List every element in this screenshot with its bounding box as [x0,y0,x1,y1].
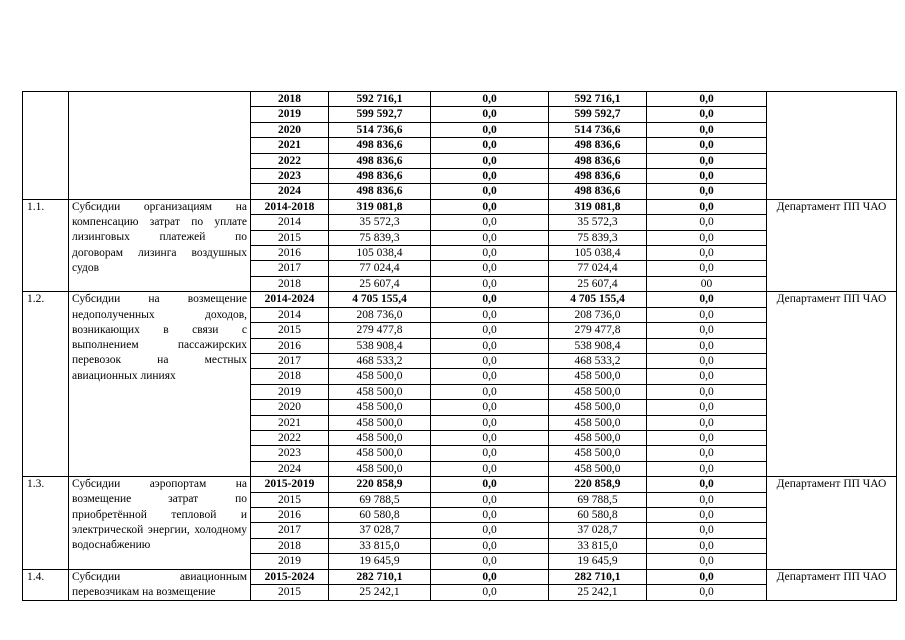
value-cell: 4 705 155,4 [549,292,647,307]
year-cell: 2021 [251,415,329,430]
year-cell: 2018 [251,92,329,107]
year-cell: 2015 [251,230,329,245]
value-cell: 0,0 [647,323,767,338]
value-cell: 25 242,1 [549,585,647,601]
value-cell: 0,0 [431,569,549,585]
value-cell: 0,0 [647,492,767,507]
value-cell: 599 592,7 [549,107,647,122]
year-cell: 2017 [251,353,329,368]
value-cell: 458 500,0 [549,384,647,399]
value-cell: 0,0 [431,430,549,445]
value-cell: 0,0 [431,307,549,322]
value-cell: 0,0 [431,384,549,399]
value-cell: 60 580,8 [549,507,647,522]
year-cell: 2018 [251,369,329,384]
year-cell: 2024 [251,461,329,476]
year-cell: 2015-2024 [251,569,329,585]
value-cell: 0,0 [431,107,549,122]
year-cell: 2019 [251,384,329,399]
value-cell: 0,0 [431,538,549,553]
total-cell: 458 500,0 [329,430,431,445]
value-cell: 0,0 [647,461,767,476]
value-cell: 0,0 [431,507,549,522]
value-cell: 498 836,6 [549,138,647,153]
value-cell: 592 716,1 [549,92,647,107]
year-cell: 2020 [251,400,329,415]
responsible-department: Департамент ПП ЧАО [767,292,897,477]
year-cell: 2014 [251,307,329,322]
year-cell: 2014 [251,215,329,230]
value-cell: 468 533,2 [549,353,647,368]
value-cell: 319 081,8 [549,199,647,214]
total-cell: 458 500,0 [329,461,431,476]
value-cell: 0,0 [431,92,549,107]
value-cell: 0,0 [647,554,767,569]
total-cell: 538 908,4 [329,338,431,353]
total-cell: 592 716,1 [329,92,431,107]
total-cell: 458 500,0 [329,369,431,384]
total-cell: 498 836,6 [329,169,431,184]
value-cell: 0,0 [647,307,767,322]
total-cell: 208 736,0 [329,307,431,322]
value-cell: 498 836,6 [549,169,647,184]
total-cell: 35 572,3 [329,215,431,230]
value-cell: 0,0 [431,230,549,245]
total-cell: 4 705 155,4 [329,292,431,307]
value-cell: 514 736,6 [549,122,647,137]
total-cell: 458 500,0 [329,400,431,415]
value-cell: 0,0 [431,184,549,199]
item-number: 1.3. [23,477,69,569]
total-cell: 33 815,0 [329,538,431,553]
value-cell: 0,0 [647,138,767,153]
number-cell [23,92,69,200]
value-cell: 458 500,0 [549,400,647,415]
value-cell: 0,0 [647,292,767,307]
item-description: Субсидии организациям на компенсацию затрат по уплате лизинговых платежей по договорам лизинга воздушных судов [69,199,251,291]
total-cell: 514 736,6 [329,122,431,137]
value-cell: 0,0 [647,169,767,184]
value-cell: 0,0 [431,169,549,184]
total-cell: 458 500,0 [329,446,431,461]
value-cell: 458 500,0 [549,446,647,461]
description-cell [69,92,251,200]
value-cell: 498 836,6 [549,153,647,168]
table-row [23,569,897,585]
value-cell: 0,0 [431,400,549,415]
value-cell: 0,0 [431,523,549,538]
value-cell: 0,0 [647,369,767,384]
total-cell: 37 028,7 [329,523,431,538]
value-cell: 0,0 [647,523,767,538]
responsible-cell [767,92,897,200]
value-cell: 0,0 [647,246,767,261]
total-cell: 498 836,6 [329,153,431,168]
value-cell: 25 607,4 [549,276,647,291]
year-cell: 2015-2019 [251,477,329,492]
value-cell: 458 500,0 [549,430,647,445]
year-cell: 2015 [251,492,329,507]
year-cell: 2016 [251,338,329,353]
item-description: Субсидии авиационным перевозчикам на возмещение [69,569,251,601]
year-cell: 2019 [251,554,329,569]
value-cell: 0,0 [647,153,767,168]
value-cell: 0,0 [647,507,767,522]
value-cell: 0,0 [431,415,549,430]
value-cell: 105 038,4 [549,246,647,261]
total-cell: 498 836,6 [329,184,431,199]
value-cell: 37 028,7 [549,523,647,538]
value-cell: 0,0 [647,415,767,430]
year-cell: 2018 [251,538,329,553]
total-cell: 498 836,6 [329,138,431,153]
year-cell: 2019 [251,107,329,122]
year-cell: 2017 [251,261,329,276]
value-cell: 69 788,5 [549,492,647,507]
value-cell: 0,0 [647,338,767,353]
value-cell: 0,0 [431,323,549,338]
value-cell: 0,0 [647,199,767,214]
year-cell: 2017 [251,523,329,538]
value-cell: 0,0 [431,153,549,168]
value-cell: 0,0 [431,369,549,384]
total-cell: 75 839,3 [329,230,431,245]
value-cell: 0,0 [431,492,549,507]
item-description: Субсидии аэропортам на возмещение затрат по приобретённой тепловой и электрической энергии, холодному водоснабжению [69,477,251,569]
value-cell: 0,0 [647,585,767,601]
value-cell: 35 572,3 [549,215,647,230]
year-cell: 2021 [251,138,329,153]
total-cell: 282 710,1 [329,569,431,585]
value-cell: 0,0 [647,261,767,276]
year-cell: 2014-2024 [251,292,329,307]
responsible-department: Департамент ПП ЧАО [767,477,897,569]
value-cell: 0,0 [647,384,767,399]
value-cell: 0,0 [647,446,767,461]
value-cell: 0,0 [647,107,767,122]
table-row [23,92,897,107]
year-cell: 2020 [251,122,329,137]
value-cell: 0,0 [431,477,549,492]
value-cell: 0,0 [647,353,767,368]
total-cell: 105 038,4 [329,246,431,261]
value-cell: 0,0 [647,215,767,230]
value-cell: 220 858,9 [549,477,647,492]
value-cell: 0,0 [431,353,549,368]
value-cell: 0,0 [647,569,767,585]
value-cell: 0,0 [647,538,767,553]
year-cell: 2016 [251,246,329,261]
total-cell: 19 645,9 [329,554,431,569]
value-cell: 0,0 [431,554,549,569]
year-cell: 2023 [251,446,329,461]
value-cell: 538 908,4 [549,338,647,353]
table-row [23,292,897,307]
item-number: 1.1. [23,199,69,291]
total-cell: 25 242,1 [329,585,431,601]
value-cell: 0,0 [647,477,767,492]
year-cell: 2024 [251,184,329,199]
value-cell: 0,0 [431,461,549,476]
total-cell: 319 081,8 [329,199,431,214]
total-cell: 25 607,4 [329,276,431,291]
value-cell: 00 [647,276,767,291]
year-cell: 2016 [251,507,329,522]
total-cell: 599 592,7 [329,107,431,122]
value-cell: 77 024,4 [549,261,647,276]
value-cell: 0,0 [647,230,767,245]
value-cell: 0,0 [431,446,549,461]
value-cell: 0,0 [647,122,767,137]
value-cell: 458 500,0 [549,369,647,384]
value-cell: 0,0 [431,246,549,261]
total-cell: 458 500,0 [329,384,431,399]
value-cell: 458 500,0 [549,461,647,476]
total-cell: 220 858,9 [329,477,431,492]
value-cell: 19 645,9 [549,554,647,569]
table-row [23,477,897,492]
value-cell: 0,0 [431,215,549,230]
value-cell: 0,0 [431,338,549,353]
value-cell: 458 500,0 [549,415,647,430]
value-cell: 0,0 [647,184,767,199]
value-cell: 0,0 [647,92,767,107]
value-cell: 208 736,0 [549,307,647,322]
value-cell: 279 477,8 [549,323,647,338]
value-cell: 0,0 [431,199,549,214]
value-cell: 0,0 [647,400,767,415]
year-cell: 2022 [251,153,329,168]
value-cell: 0,0 [431,261,549,276]
value-cell: 0,0 [431,122,549,137]
item-description: Субсидии на возмещение недополученных доходов, возникающих в связи с выполнением пассажирских перевозок на местных авиационных линиях [69,292,251,477]
total-cell: 468 533,2 [329,353,431,368]
budget-table [22,91,897,601]
year-cell: 2014-2018 [251,199,329,214]
year-cell: 2023 [251,169,329,184]
year-cell: 2015 [251,323,329,338]
item-number: 1.4. [23,569,69,601]
responsible-department: Департамент ПП ЧАО [767,199,897,291]
total-cell: 60 580,8 [329,507,431,522]
value-cell: 0,0 [647,430,767,445]
table-body [23,92,897,601]
responsible-department: Департамент ПП ЧАО [767,569,897,601]
year-cell: 2018 [251,276,329,291]
year-cell: 2015 [251,585,329,601]
value-cell: 0,0 [431,276,549,291]
total-cell: 279 477,8 [329,323,431,338]
value-cell: 0,0 [431,585,549,601]
value-cell: 75 839,3 [549,230,647,245]
total-cell: 458 500,0 [329,415,431,430]
total-cell: 69 788,5 [329,492,431,507]
value-cell: 33 815,0 [549,538,647,553]
value-cell: 498 836,6 [549,184,647,199]
total-cell: 77 024,4 [329,261,431,276]
value-cell: 282 710,1 [549,569,647,585]
table-row [23,199,897,214]
year-cell: 2022 [251,430,329,445]
item-number: 1.2. [23,292,69,477]
value-cell: 0,0 [431,138,549,153]
value-cell: 0,0 [431,292,549,307]
